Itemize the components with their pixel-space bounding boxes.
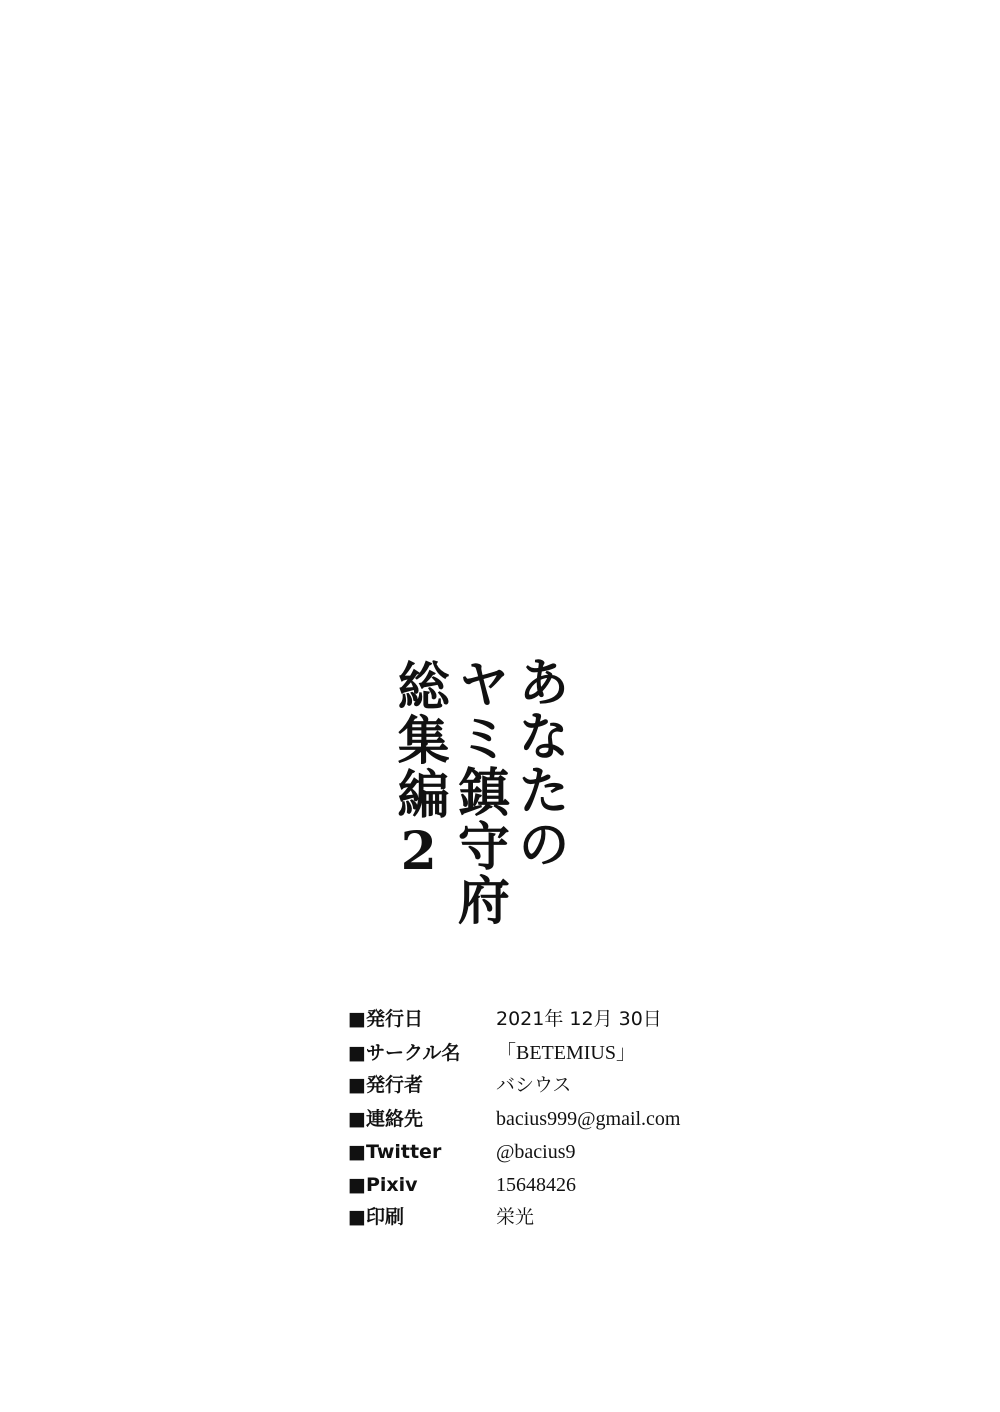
colophon-value-circle-name: 「BETEMIUS」: [496, 1042, 636, 1064]
colophon-label-twitter: ■Twitter: [348, 1141, 442, 1163]
colophon-label-publication-date: ■発行日: [348, 1008, 423, 1030]
colophon-row: [348, 1043, 681, 1076]
colophon-row: [348, 1175, 681, 1208]
colophon-row: [348, 1010, 681, 1043]
colophon-value-publication-date: 2021年 12月 30日: [496, 1008, 662, 1030]
colophon-value-pixiv-id[interactable]: 15648426: [496, 1174, 576, 1196]
colophon-label-printing: ■印刷: [348, 1206, 404, 1228]
colophon-label-publisher: ■発行者: [348, 1074, 423, 1096]
colophon-label-circle-name: ■サークル名: [348, 1042, 461, 1064]
colophon-value-contact-email[interactable]: bacius999@gmail.com: [496, 1108, 681, 1130]
colophon-value-printing: 栄光: [496, 1206, 535, 1228]
book-title: [388, 655, 570, 927]
colophon-value-publisher: バシウス: [496, 1074, 572, 1096]
colophon-row: [348, 1142, 681, 1175]
colophon-label-pixiv: ■Pixiv: [348, 1174, 418, 1196]
colophon-row: [348, 1109, 681, 1142]
title-column-2: ヤミ鎮守府: [448, 657, 510, 927]
colophon-row: [348, 1076, 681, 1109]
colophon-block: [348, 1010, 681, 1241]
colophon-label-contact: ■連絡先: [348, 1108, 423, 1130]
colophon-row: [348, 1208, 681, 1241]
colophon-value-twitter-handle[interactable]: @bacius9: [496, 1141, 576, 1163]
title-column-1: あなたの: [508, 655, 570, 871]
title-column-3: 総集編2: [388, 659, 450, 884]
